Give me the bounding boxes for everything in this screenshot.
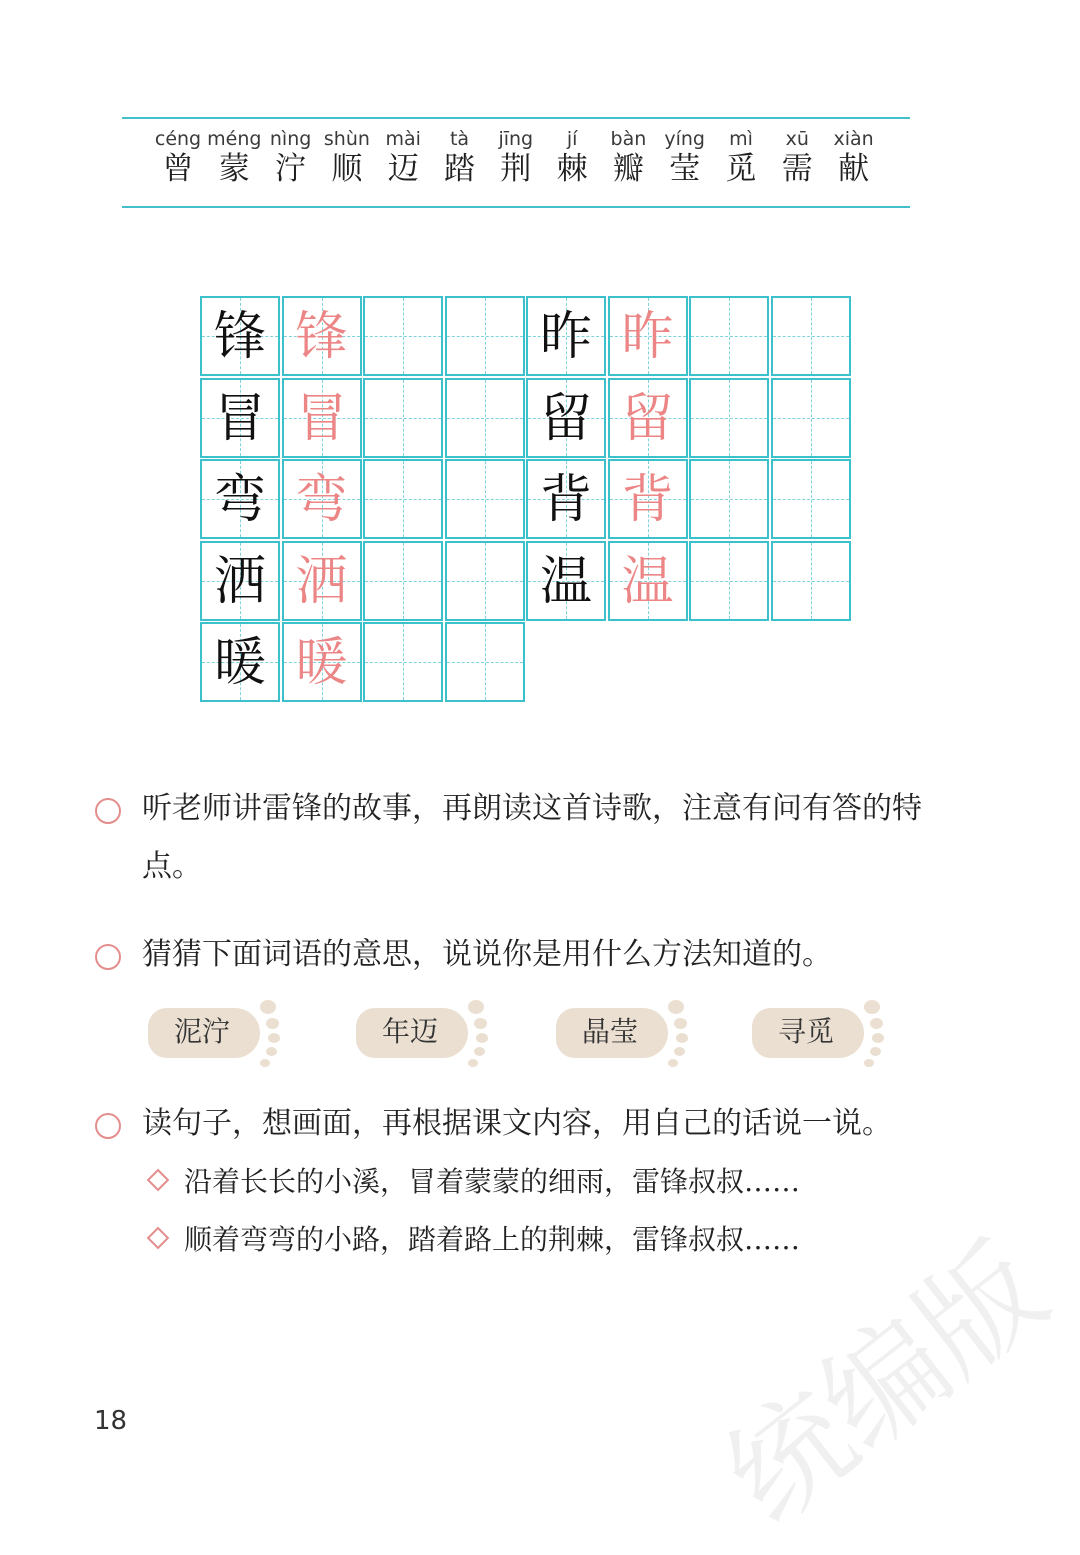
footprint-toe-icon [668, 1059, 678, 1067]
pinyin: méng [207, 128, 262, 150]
trace-character: 昨 [621, 307, 674, 367]
pinyin: jīng [498, 128, 534, 150]
pinyin: tà [449, 128, 470, 150]
footprint-toe-icon [668, 1000, 684, 1014]
pinyin: mài [385, 128, 421, 150]
footprint-toe-icon [872, 1033, 884, 1043]
hanzi: 踏 [444, 151, 475, 187]
circle-bullet-icon [95, 1113, 121, 1139]
trace-character-cell [282, 541, 362, 621]
hanzi: 迈 [387, 151, 419, 187]
trace-character-cell [282, 378, 362, 458]
blank-writing-cell [363, 378, 443, 458]
diamond-bullet-icon [147, 1227, 170, 1250]
model-character: 背 [539, 470, 592, 530]
hanzi: 蒙 [218, 151, 250, 187]
task-listen-read [92, 780, 972, 900]
blank-writing-cell [363, 622, 443, 702]
model-character-cell [200, 378, 280, 458]
new-character [544, 128, 600, 188]
writing-grid [200, 296, 852, 706]
footprint-toe-icon [474, 1047, 485, 1056]
trace-character: 弯 [295, 470, 348, 530]
trace-character-cell [282, 622, 362, 702]
trace-character-cell [608, 378, 688, 458]
trace-character-cell [608, 459, 688, 539]
hanzi: 顺 [331, 151, 363, 187]
model-character-cell [200, 541, 280, 621]
footprint-toe-icon [474, 1018, 487, 1029]
model-character: 暖 [213, 633, 266, 693]
model-character: 洒 [213, 551, 266, 612]
pinyin: nìng [269, 128, 312, 150]
new-character [769, 128, 825, 188]
trace-character: 温 [621, 551, 674, 612]
pinyin: xiàn [833, 128, 874, 150]
footprint-word: 晶莹 [582, 1015, 639, 1048]
model-character: 昨 [539, 307, 592, 367]
circle-bullet-icon [95, 944, 121, 970]
hanzi: 棘 [556, 151, 588, 187]
pinyin: bàn [610, 128, 647, 150]
model-character-cell [526, 459, 606, 539]
blank-writing-cell [445, 378, 525, 458]
trace-character: 留 [621, 388, 674, 449]
model-character-cell [200, 459, 280, 539]
hanzi: 泞 [275, 151, 307, 187]
footprint-toe-icon [260, 1000, 276, 1014]
blank-writing-cell [689, 541, 769, 621]
blank-writing-cell [689, 378, 769, 458]
footprint-word-badge [752, 996, 892, 1072]
trace-character-cell [282, 459, 362, 539]
blank-writing-cell [771, 541, 851, 621]
model-character-cell [526, 296, 606, 376]
blank-writing-cell [689, 296, 769, 376]
task-text: 猜猜下面词语的意思，说说你是用什么方法知道的。 [142, 937, 832, 972]
footprint-toe-icon [676, 1033, 688, 1043]
task-read-sentences [92, 1095, 972, 1155]
footprint-toe-icon [260, 1059, 270, 1067]
model-character-cell [526, 541, 606, 621]
footprint-toe-icon [870, 1047, 881, 1056]
trace-character: 锋 [295, 307, 348, 367]
pinyin: céng [154, 128, 202, 150]
new-character [657, 128, 713, 188]
blank-writing-cell [363, 459, 443, 539]
footprint-toe-icon [870, 1018, 883, 1029]
hanzi: 瓣 [612, 151, 644, 187]
hanzi: 需 [781, 151, 813, 187]
footprint-toe-icon [674, 1018, 687, 1029]
trace-character: 暖 [295, 633, 348, 693]
footprint-word-badge [356, 996, 496, 1072]
blank-writing-cell [363, 541, 443, 621]
blank-writing-cell [771, 296, 851, 376]
model-character-cell [200, 622, 280, 702]
blank-writing-cell [445, 296, 525, 376]
footprint-word: 泥泞 [174, 1015, 231, 1048]
blank-writing-cell [445, 459, 525, 539]
trace-character: 洒 [295, 551, 348, 612]
footprint-word-badge [148, 996, 288, 1072]
footprint-toe-icon [266, 1018, 279, 1029]
blank-writing-cell [689, 459, 769, 539]
new-character [206, 128, 262, 188]
task-guess-words [92, 926, 972, 986]
trace-character-cell [282, 296, 362, 376]
model-character: 冒 [213, 388, 266, 449]
blank-writing-cell [363, 296, 443, 376]
task-text: 听老师讲雷锋的故事，再朗读这首诗歌，注意有问有答的特点。 [142, 791, 922, 884]
model-character: 留 [539, 388, 592, 449]
band-bottom-line [122, 206, 910, 208]
new-character [600, 128, 656, 188]
footprint-toe-icon [864, 1059, 874, 1067]
new-character [488, 128, 544, 188]
blank-writing-cell [445, 541, 525, 621]
model-character: 温 [539, 551, 592, 612]
new-character [713, 128, 769, 188]
hanzi: 莹 [669, 151, 701, 187]
hanzi: 荆 [500, 151, 532, 187]
diamond-bullet-icon [147, 1169, 170, 1192]
new-character [150, 128, 206, 188]
blank-writing-cell [445, 622, 525, 702]
footprint-toe-icon [468, 1000, 484, 1014]
footprint-toe-icon [476, 1033, 488, 1043]
footprint-toe-icon [674, 1047, 685, 1056]
footprint-toe-icon [266, 1047, 277, 1056]
hanzi: 曾 [162, 151, 194, 187]
footprint-word-badge [556, 996, 696, 1072]
new-character [375, 128, 431, 188]
footprint-toe-icon [268, 1033, 280, 1043]
trace-character-cell [608, 541, 688, 621]
pinyin: jí [566, 128, 578, 150]
model-character: 弯 [213, 470, 266, 530]
sentence-text: 沿着长长的小溪，冒着蒙蒙的细雨，雷锋叔叔…… [184, 1165, 801, 1198]
model-character: 锋 [213, 307, 266, 367]
band-top-line [122, 117, 910, 119]
pinyin: mì [729, 128, 753, 150]
trace-character: 背 [621, 470, 674, 530]
hanzi: 献 [838, 151, 870, 187]
footprint-word: 寻觅 [778, 1015, 835, 1048]
watermark: 统编版 [701, 1218, 1072, 1550]
sentence-text: 顺着弯弯的小路，踏着路上的荆棘，雷锋叔叔…… [184, 1223, 801, 1256]
pinyin: shùn [323, 128, 370, 150]
trace-character: 冒 [295, 388, 348, 449]
footprint-toe-icon [864, 1000, 880, 1014]
pinyin: xū [785, 128, 809, 150]
new-character [263, 128, 319, 188]
new-character [319, 128, 375, 188]
circle-bullet-icon [95, 798, 121, 824]
hanzi: 觅 [725, 151, 757, 187]
new-character [826, 128, 882, 188]
footprint-word: 年迈 [382, 1015, 439, 1048]
model-character-cell [526, 378, 606, 458]
page-number: 18 [94, 1406, 128, 1436]
new-character [432, 128, 488, 188]
model-character-cell [200, 296, 280, 376]
blank-writing-cell [771, 378, 851, 458]
pinyin: yíng [664, 128, 705, 150]
task-text: 读句子，想画面，再根据课文内容，用自己的话说一说。 [142, 1106, 892, 1141]
footprint-toe-icon [468, 1059, 478, 1067]
blank-writing-cell [771, 459, 851, 539]
trace-character-cell [608, 296, 688, 376]
